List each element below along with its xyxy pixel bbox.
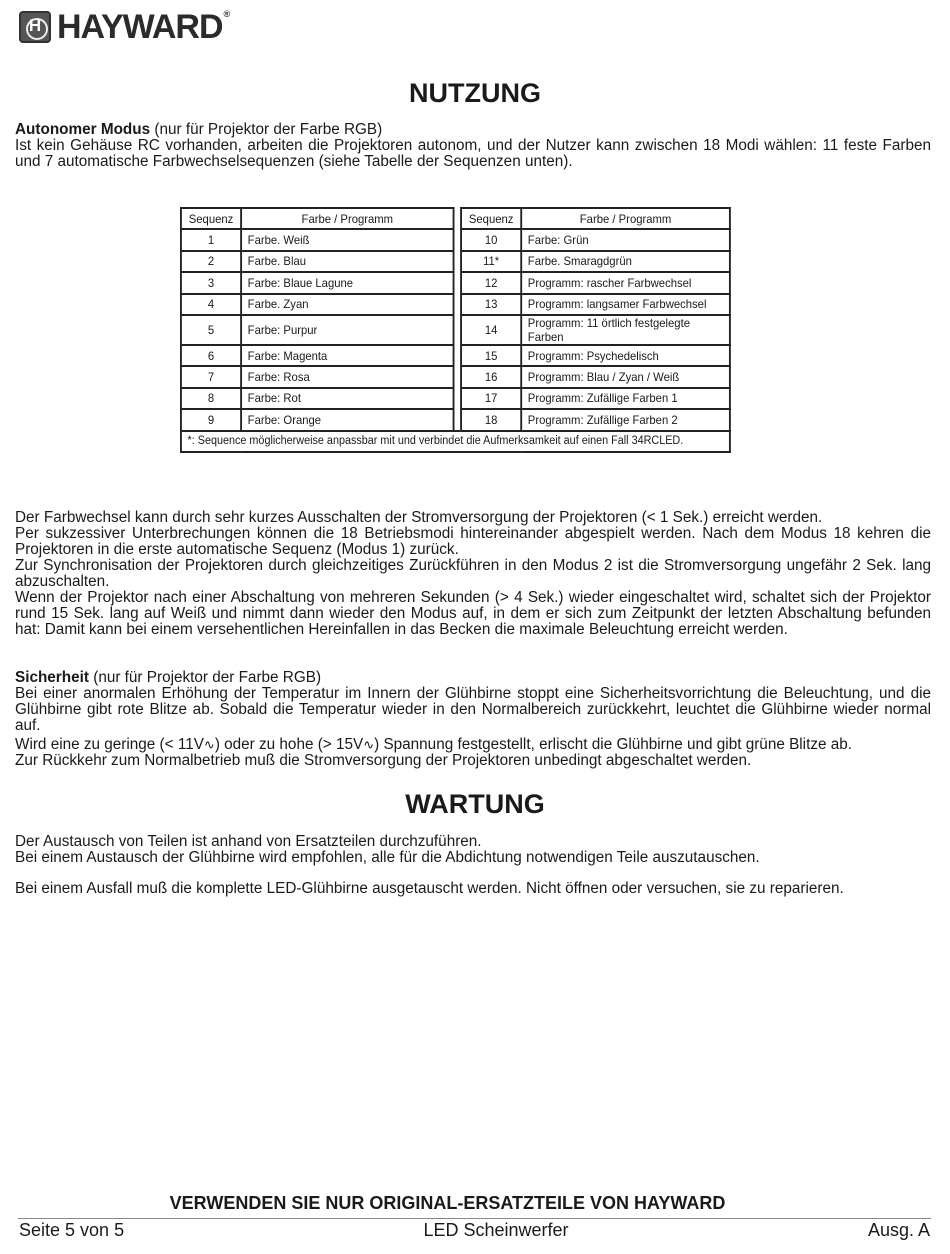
column-gap [454,229,462,250]
page-number: Seite 5 von 5 [19,1220,125,1240]
column-gap [454,294,462,315]
safety-title: Sicherheit [15,669,89,686]
maintenance-text-2: Bei einem Austausch der Glühbirne wird empfohlen, alle für die Abdichtung notwendigen Teile auszutauschen. [15,849,760,866]
table-row [181,366,730,387]
heading-usage: NUTZUNG [409,78,541,108]
program-label: Farbe. Smaragdgrün [521,251,730,272]
table-row [181,251,730,272]
program-label: Programm: Zufällige Farben 2 [521,409,730,430]
edition: Ausg. A [867,1220,930,1240]
column-gap [454,272,462,293]
hayward-logo [19,9,229,45]
column-gap [454,366,462,387]
heading-maintenance: WARTUNG [405,789,545,819]
table-row [181,229,730,250]
safety-text-1: Bei einer anormalen Erhöhung der Temperatur im Innern der Glühbirne stoppt eine Sicherheitsvorrichtung die Beleuchtung, und die Glühbirne gibt rote Blitze ab. Sobald die Temperatur wieder in den Normalbereich zurückkehrt, leuchtet die Glühbirne wieder normal auf. [15,685,931,734]
column-gap [454,345,462,366]
autonomous-mode-text: Ist kein Gehäuse RC vorhanden, arbeiten die Projektoren autonom, und der Nutzer kann zwischen 18 Modi wählen: 11 feste Farben und 7 automatische Farbwechselsequenzen (siehe Tabelle der Sequenzen unten). [15,137,931,170]
column-gap [454,409,462,430]
program-label: Farbe: Magenta [241,345,453,366]
program-label: Farbe: Purpur [241,315,453,345]
program-label: Farbe. Weiß [241,229,453,250]
sequence-number: 1 [181,229,241,250]
safety-text-2: Wird eine zu geringe (< 11V∿) oder zu hohe (> 15V∿) Spannung festgestellt, erlischt die Glühbirne und gibt grüne Blitze ab. [15,736,853,753]
sequence-number: 6 [181,345,241,366]
change-text-1: Der Farbwechsel kann durch sehr kurzes Ausschalten der Stromversorgung der Projektoren (< 1 Sek.) erreicht werden. [15,509,823,526]
program-label: Farbe: Blaue Lagune [241,272,453,293]
table-row [181,409,730,430]
sequence-number: 11* [461,251,521,272]
maintenance-text-3: Bei einem Ausfall muß die komplette LED-Glühbirne ausgetauscht werden. Nicht öffnen oder versuchen, sie zu reparieren. [15,880,844,897]
maintenance-section [15,834,931,897]
table-row [181,345,730,366]
table-row [181,294,730,315]
program-label: Farbe: Orange [241,409,453,430]
header-sequence-1: Sequenz [181,208,241,229]
autonomous-mode-section: Autonomer Modus (nur für Projektor der Farbe RGB) Ist kein Gehäuse RC vorhanden, arbeiten die Projektoren autonom, und der Nutzer kann zwischen 18 Modi wählen: 11 feste Farben und 7 automatische Farbwechselsequenzen (siehe Tabelle der Sequenzen unten). [15,121,931,170]
sequence-number: 16 [461,366,521,387]
program-label: Programm: Zufällige Farben 1 [521,388,730,409]
column-gap [454,251,462,272]
sequence-number: 15 [461,345,521,366]
sequence-number: 3 [181,272,241,293]
sequence-number: 17 [461,388,521,409]
header-sequence-2: Sequenz [461,208,521,229]
product-name: LED Scheinwerfer [423,1220,569,1240]
table-footnote: *: Sequence möglicherweise anpassbar mit und verbindet die Aufmerksamkeit auf einen Fall 34RCLED. [181,431,730,452]
program-label: Programm: Psychedelisch [521,345,730,366]
sequence-number: 14 [461,315,521,345]
header-program-1: Farbe / Programm [241,208,453,229]
color-change-section [15,510,931,638]
column-gap [454,388,462,409]
sequence-number: 7 [181,366,241,387]
sequence-number: 2 [181,251,241,272]
sequence-number: 10 [461,229,521,250]
footer-divider [18,1218,931,1219]
program-label: Programm: 11 örtlich festgelegte Farben [521,315,730,345]
sequence-number: 8 [181,388,241,409]
maintenance-text-1: Der Austausch von Teilen ist anhand von Ersatzteilen durchzuführen. [15,833,482,850]
safety-text-3: Zur Rückkehr zum Normalbetrieb muß die Stromversorgung der Projektoren unbedingt abgeschaltet werden. [15,752,752,769]
sequence-table [180,207,731,453]
sequence-number: 5 [181,315,241,345]
program-label: Programm: Blau / Zyan / Weiß [521,366,730,387]
change-text-3: Zur Synchronisation der Projektoren durch gleichzeitiges Zurückführen in den Modus 2 ist die Stromversorgung ungefähr 2 Sek. lang abzuschalten. [15,557,931,590]
table-footnote-row [181,431,730,452]
program-label: Farbe: Rosa [241,366,453,387]
sequence-number: 18 [461,409,521,430]
program-label: Farbe. Blau [241,251,453,272]
table-row [181,315,730,345]
change-text-4: Wenn der Projektor nach einer Abschaltung von mehreren Sekunden (> 4 Sek.) wieder eingeschaltet wird, schaltet sich der Projektor rund 15 Sek. lang auf Weiß und nimmt dann wieder den Modus auf, in dem er sich zum Zeitpunkt der letzten Abschaltung befunden hat: Damit kann bei einem versehentlichen Hereinfallen in das Becken die maximale Beleuchtung erreicht werden. [15,589,931,638]
column-gap [454,315,462,345]
autonomous-mode-title: Autonomer Modus [15,121,151,138]
program-label: Farbe: Grün [521,229,730,250]
change-text-2: Per sukzessiver Unterbrechungen können die 18 Betriebsmodi hintereinander abgespielt werden. Nach dem Modus 18 kehren die Projektoren in die erste automatische Sequenz (Modus 1) zurück. [15,525,931,558]
header-program-2: Farbe / Programm [521,208,730,229]
table-row [181,388,730,409]
sequence-number: 12 [461,272,521,293]
program-label: Farbe: Rot [241,388,453,409]
original-parts-note: VERWENDEN SIE NUR ORIGINAL-ERSATZTEILE VON HAYWARD [169,1193,726,1213]
hayward-emblem-icon [19,11,51,43]
table-header-row [181,208,730,229]
sequence-number: 4 [181,294,241,315]
sequence-number: 9 [181,409,241,430]
program-label: Programm: langsamer Farbwechsel [521,294,730,315]
program-label: Programm: rascher Farbwechsel [521,272,730,293]
program-label: Farbe. Zyan [241,294,453,315]
table-row [181,272,730,293]
page-footer [19,1220,930,1241]
brand-name: HAYWARD® [57,8,230,46]
sequence-number: 13 [461,294,521,315]
safety-section: Sicherheit (nur für Projektor der Farbe RGB) Bei einer anormalen Erhöhung der Temperatur im Innern der Glühbirne stoppt eine Sicherheitsvorrichtung die Beleuchtung, und die Glühbirne gibt rote Blitze ab. Sobald die Temperatur wieder in den Normalbereich zurückkehrt, leuchtet die Glühbirne wieder normal auf. Wird eine zu geringe (< 11V∿) oder zu hohe (> 15V∿) Spannung festgestellt, erlischt die Glühbirne und gibt grüne Blitze ab. Zur Rückkehr zum Normalbetrieb muß die Stromversorgung der Projektoren unbedingt abgeschaltet werden. [15,669,931,769]
